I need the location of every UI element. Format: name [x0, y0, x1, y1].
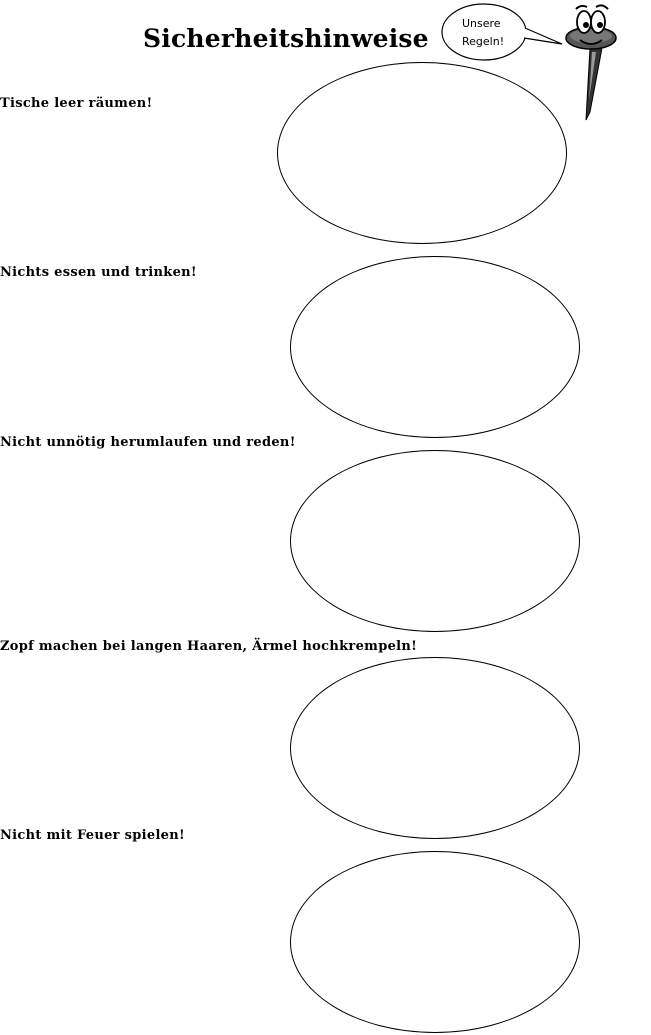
rule-text-5: Nicht mit Feuer spielen!: [0, 828, 186, 843]
speech-bubble-line-2: Regeln!: [462, 35, 505, 48]
drawing-ellipse-2: [290, 256, 580, 438]
rule-text-3: Nicht unnötig herumlaufen und reden!: [0, 435, 296, 450]
rule-text-2: Nichts essen und trinken!: [0, 265, 197, 280]
drawing-ellipse-1: [277, 62, 567, 244]
page-title: Sicherheitshinweise: [143, 24, 429, 53]
drawing-ellipse-3: [290, 450, 580, 632]
drawing-ellipse-5: [290, 851, 580, 1033]
rule-text-1: Tische leer räumen!: [0, 96, 153, 111]
speech-bubble-line-1: Unsere: [462, 17, 501, 30]
drawing-ellipse-4: [290, 657, 580, 839]
rule-text-4: Zopf machen bei langen Haaren, Ärmel hochkrempeln!: [0, 639, 418, 654]
